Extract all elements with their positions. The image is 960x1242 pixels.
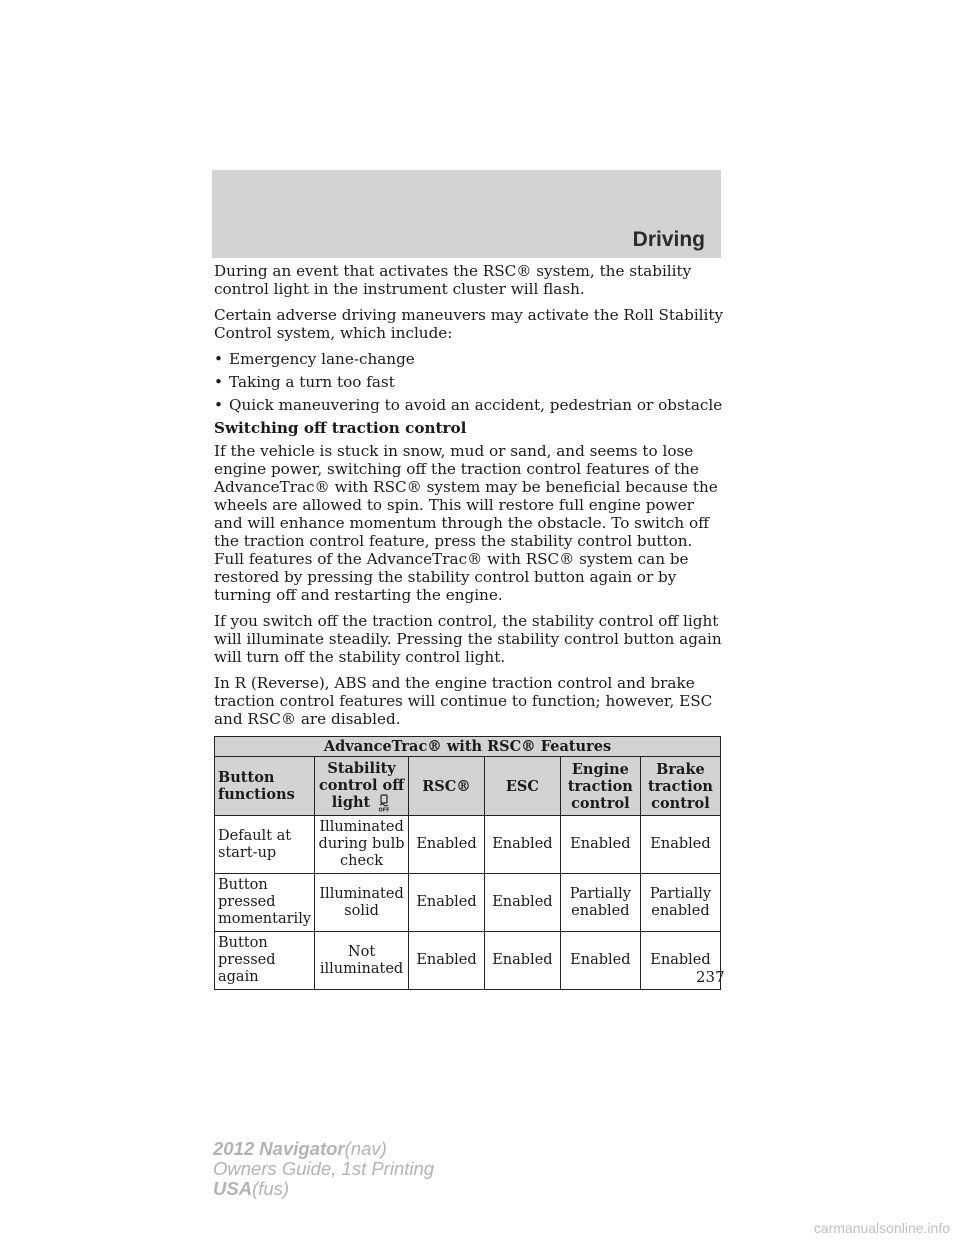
- table-cell: Enabled: [484, 932, 560, 990]
- watermark: carmanualsonline.info: [813, 1220, 950, 1236]
- bullet-mark: •: [214, 350, 223, 368]
- footer-market: USA: [213, 1178, 253, 1199]
- paragraph-reverse: In R (Reverse), ABS and the engine traction control and brake traction control features will continue to function; however, ESC and RSC® are disabled.: [214, 674, 713, 728]
- footer-line-2: Owners Guide, 1st Printing: [213, 1158, 435, 1179]
- table-cell: Not illuminated: [315, 932, 409, 990]
- table-cell: Illuminated during bulb check: [315, 816, 409, 874]
- table-cell: Enabled: [484, 816, 560, 874]
- subheading-switching-off: Switching off traction control: [214, 419, 467, 437]
- footer-model-code: (nav): [344, 1138, 387, 1159]
- features-table: [214, 736, 721, 990]
- table-cell: Enabled: [484, 874, 560, 932]
- paragraph-off-light: If you switch off the traction control, the stability control off light will illuminate steadily. Pressing the stability control button again will turn off the stability control light.: [214, 612, 722, 666]
- header-brake-traction: Brake traction control: [640, 757, 720, 816]
- list-item: [214, 373, 724, 391]
- table-row: [215, 932, 721, 990]
- table-cell: Button pressed again: [215, 932, 315, 990]
- header-esc: ESC: [484, 757, 560, 816]
- table-caption: AdvanceTrac® with RSC® Features: [215, 737, 721, 757]
- table-cell: Button pressed momentarily: [215, 874, 315, 932]
- table-cell: Default at start-up: [215, 816, 315, 874]
- footer-line-1: [213, 1139, 434, 1159]
- header-button-functions: Button functions: [215, 757, 315, 816]
- list-item-text: Taking a turn too fast: [229, 373, 395, 391]
- stability-off-icon-label: OFF: [378, 807, 390, 812]
- header-rsc: RSC®: [409, 757, 485, 816]
- table-cell: Enabled: [640, 932, 720, 990]
- table-cell: Enabled: [640, 816, 720, 874]
- section-title: Driving: [632, 228, 705, 251]
- table-cell: Partially enabled: [640, 874, 720, 932]
- header-stability-light: [315, 757, 409, 816]
- paragraph-maneuvers-intro: Certain adverse driving maneuvers may activate the Roll Stability Control system, which include:: [214, 306, 724, 342]
- table-cell: Partially enabled: [560, 874, 640, 932]
- bullet-mark: •: [214, 396, 223, 414]
- header-stability-light-text: Stability control off light: [318, 760, 405, 811]
- header-engine-traction: Engine traction control: [560, 757, 640, 816]
- table-row: [215, 874, 721, 932]
- table-row: [215, 816, 721, 874]
- table-cell: Enabled: [409, 932, 485, 990]
- table-cell: Enabled: [409, 816, 485, 874]
- table-caption-row: [215, 737, 721, 757]
- stability-off-icon: [377, 794, 391, 812]
- paragraph-rsc-light: During an event that activates the RSC® system, the stability control light in the instrument cluster will flash.: [214, 262, 692, 298]
- list-item-text: Quick maneuvering to avoid an accident, pedestrian or obstacle: [229, 396, 723, 414]
- list-item: [214, 396, 724, 414]
- table-header-row: [215, 757, 721, 816]
- table-cell: Enabled: [560, 816, 640, 874]
- table-cell: Enabled: [560, 932, 640, 990]
- footer-market-code: (fus): [252, 1178, 290, 1199]
- paragraph-stuck-vehicle: If the vehicle is stuck in snow, mud or sand, and seems to lose engine power, switching off the traction control features of the AdvanceTrac® with RSC® system may be beneficial because the wheels are allowed to spin. This will restore full engine power and will enhance momentum through the obstacle. To switch off the traction control feature, press the stability control button. Full features of the AdvanceTrac® with RSC® system can be restored by pressing the stability control button again or by turning off and restarting the engine.: [214, 442, 718, 604]
- list-item-text: Emergency lane-change: [229, 350, 415, 368]
- page-content: [214, 262, 724, 990]
- page-number: 237: [696, 968, 725, 986]
- list-item: [214, 350, 724, 368]
- footer-line-3: [213, 1179, 434, 1199]
- print-footer: [213, 1139, 434, 1199]
- maneuver-list: [214, 350, 724, 414]
- footer-model: 2012 Navigator: [213, 1138, 345, 1159]
- table-cell: Illuminated solid: [315, 874, 409, 932]
- section-header-band: [212, 170, 721, 258]
- bullet-mark: •: [214, 373, 223, 391]
- table-cell: Enabled: [409, 874, 485, 932]
